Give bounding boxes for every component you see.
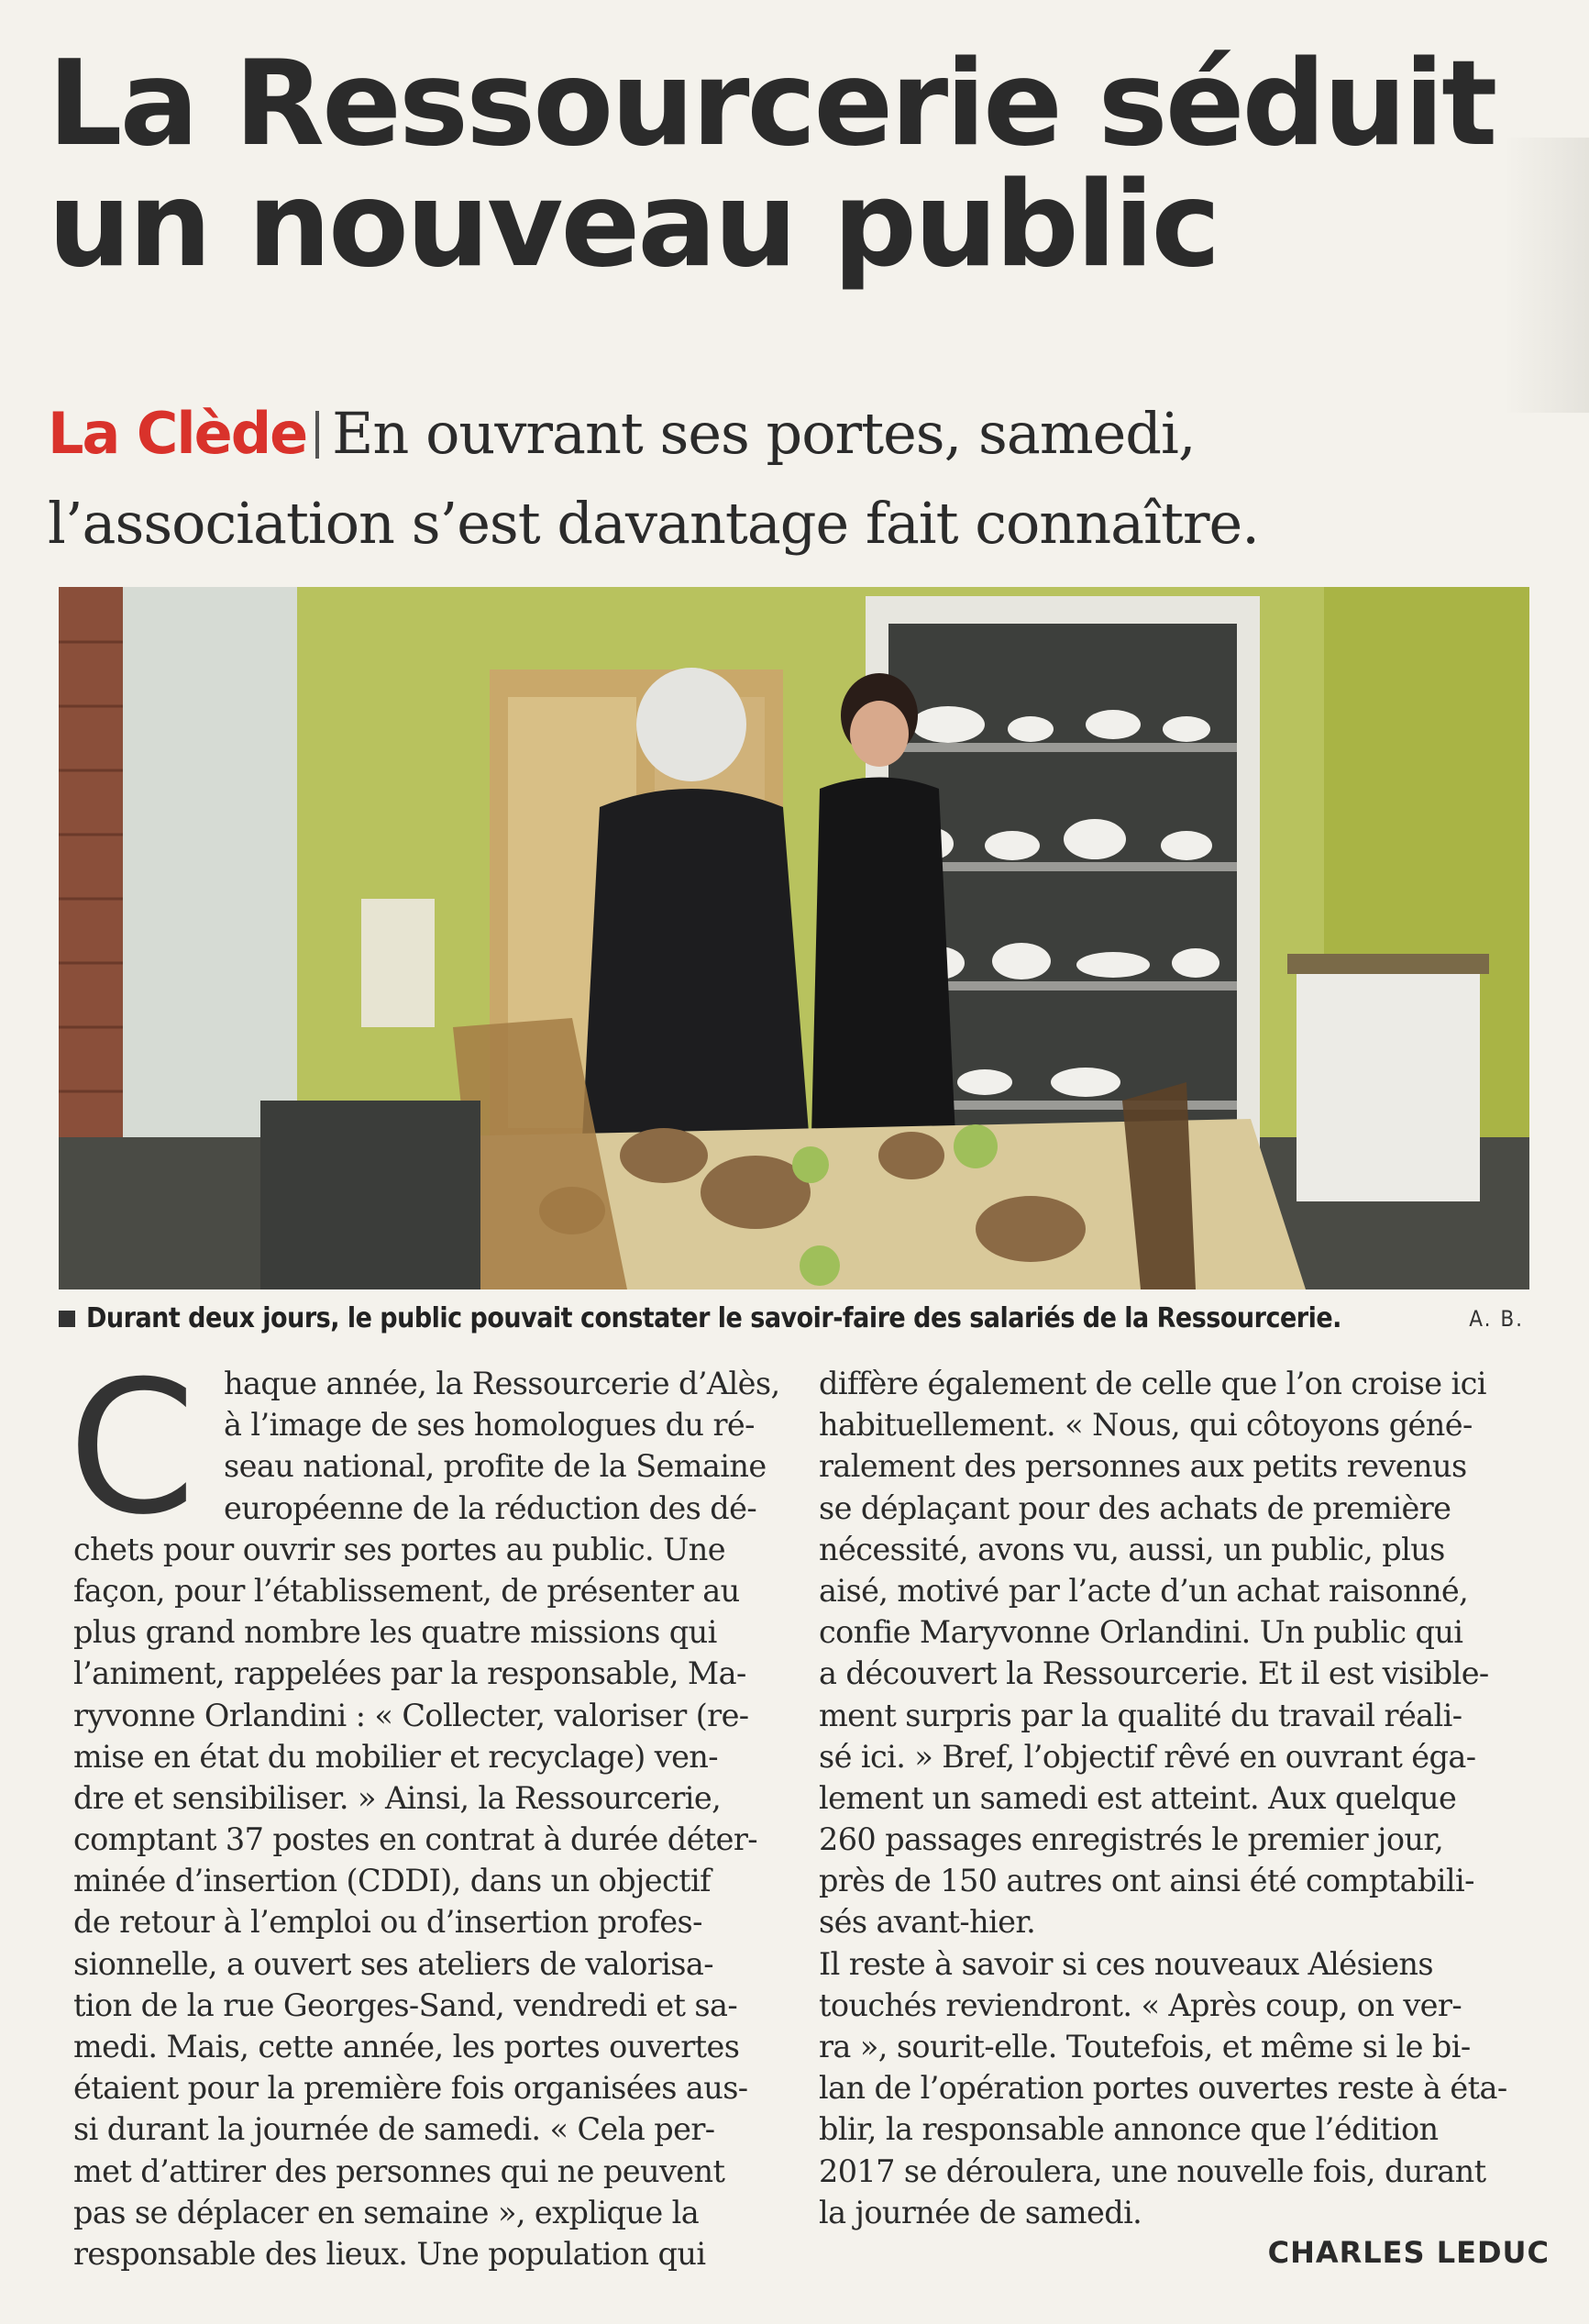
body-line: 2017 se déroulera, une nouvelle fois, durant	[819, 2152, 1486, 2189]
body-line: responsable des lieux. Une population qui	[73, 2235, 706, 2272]
headline	[48, 36, 1495, 293]
body-line: confie Maryvonne Orlandini. Un public qui	[819, 1614, 1463, 1651]
deck-line-1	[48, 389, 1515, 479]
body-line: sés avant-hier.	[819, 1904, 1036, 1941]
body-line: européenne de la réduction des dé-	[224, 1489, 757, 1526]
body-line: étaient pour la première fois organisées aus-	[73, 2070, 748, 2107]
deck-text-1: En ouvrant ses portes, samedi,	[332, 400, 1196, 467]
body-line: nécessité, avons vu, aussi, un public, plus	[819, 1531, 1445, 1567]
caption-text: Durant deux jours, le public pouvait constater le savoir-faire des salariés de la Ressourcerie.	[86, 1302, 1341, 1334]
caption-square-icon	[59, 1311, 75, 1327]
body-line: si durant la journée de samedi. « Cela per-	[73, 2111, 715, 2148]
body-line: haque année, la Ressourcerie d’Alès,	[224, 1366, 780, 1401]
body-line: sé ici. » Bref, l’objectif rêvé en ouvrant éga-	[819, 1738, 1476, 1775]
kicker: La Clède	[48, 400, 307, 467]
body-column-left	[73, 1363, 789, 2274]
body-line: blir, la responsable annonce que l’édition	[819, 2111, 1439, 2148]
body-line: comptant 37 postes en contrat à durée déter-	[73, 1821, 758, 1858]
body-line: l’animent, rappelées par la responsable, Ma-	[73, 1655, 746, 1692]
body-line: lan de l’opération portes ouvertes reste à éta-	[819, 2070, 1507, 2107]
body-line: chets pour ouvrir ses portes au public. Une	[73, 1531, 725, 1567]
body-line: se déplaçant pour des achats de première	[819, 1489, 1451, 1526]
body-line: pas se déplacer en semaine », explique la	[73, 2194, 700, 2230]
body-line: 260 passages enregistrés le premier jour,	[819, 1821, 1444, 1858]
body-line: aisé, motivé par l’acte d’un achat raisonné,	[819, 1572, 1469, 1609]
body-line: près de 150 autres ont ainsi été comptabili-	[819, 1863, 1474, 1899]
body-line: Il reste à savoir si ces nouveaux Alésiens	[819, 1945, 1433, 1982]
body-line: sionnelle, a ouvert ses ateliers de valorisa-	[73, 1945, 713, 1982]
photo-credit: A. B.	[1469, 1306, 1524, 1332]
body-line: tion de la rue Georges-Sand, vendredi et sa-	[73, 1986, 738, 2023]
body-line: medi. Mais, cette année, les portes ouvertes	[73, 2029, 740, 2064]
body-line: touchés reviendront. « Après coup, on ver-	[819, 1986, 1462, 2023]
body-line: mise en état du mobilier et recyclage) ven-	[73, 1738, 718, 1775]
article-photo	[59, 587, 1529, 1289]
kicker-divider	[315, 411, 319, 459]
headline-line-1: La Ressourcerie séduit	[48, 36, 1495, 172]
body-line: ra », sourit-elle. Toutefois, et même si le bi-	[819, 2029, 1471, 2064]
body-line: habituellement. « Nous, qui côtoyons géné-	[819, 1407, 1473, 1444]
body-line: ryvonne Orlandini : « Collecter, valoriser (re-	[73, 1697, 749, 1733]
body-line: seau national, profite de la Semaine	[224, 1448, 767, 1485]
body-line: à l’image de ses homologues du ré-	[224, 1407, 755, 1444]
body-line: ment surpris par la qualité du travail réali-	[819, 1697, 1462, 1733]
body-line: met d’attirer des personnes qui ne peuvent	[73, 2152, 725, 2189]
body-line: la journée de samedi.	[819, 2194, 1142, 2230]
byline: CHARLES LEDUC	[1267, 2235, 1550, 2270]
body-line: de retour à l’emploi ou d’insertion profes-	[73, 1904, 702, 1941]
body-line: diffère également de celle que l’on croise ici	[819, 1366, 1486, 1401]
body-column-right	[819, 1363, 1543, 2233]
body-line: lement un samedi est atteint. Aux quelque	[819, 1779, 1457, 1816]
body-line: façon, pour l’établissement, de présenter au	[73, 1572, 740, 1609]
photo-caption	[59, 1293, 1529, 1345]
page-bleed	[1504, 138, 1589, 413]
deck	[48, 389, 1515, 569]
body-line: dre et sensibiliser. » Ainsi, la Ressourcerie,	[73, 1779, 722, 1816]
body-line: minée d’insertion (CDDI), dans un objectif	[73, 1863, 711, 1899]
headline-line-2: un nouveau public	[48, 157, 1219, 293]
photo-illustration	[59, 587, 1529, 1289]
body-line: ralement des personnes aux petits revenus	[819, 1448, 1467, 1485]
deck-line-2: l’association s’est davantage fait connaître.	[48, 490, 1259, 557]
body-line: plus grand nombre les quatre missions qui	[73, 1614, 717, 1651]
body-line: a découvert la Ressourcerie. Et il est visible-	[819, 1655, 1489, 1692]
dropcap: C	[68, 1342, 196, 1555]
